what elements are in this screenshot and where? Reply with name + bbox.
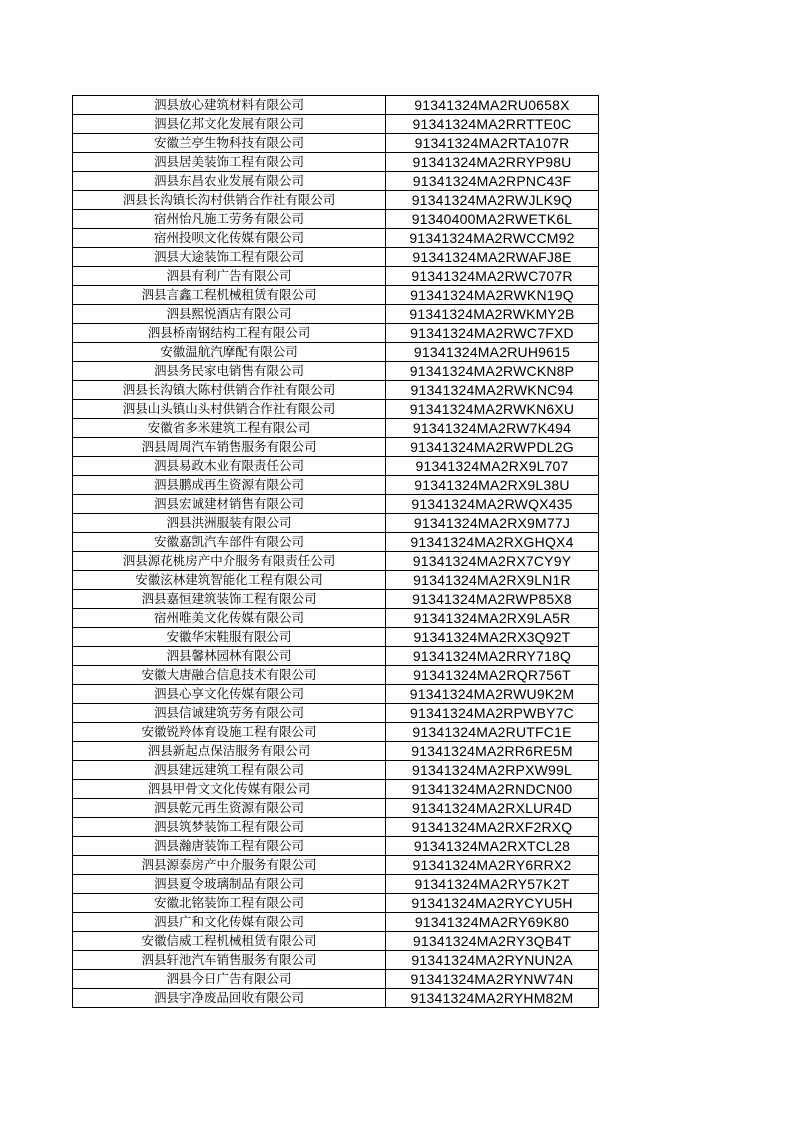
table-row xyxy=(73,761,599,780)
company-name-cell: 安徽兰亭生物科技有限公司 xyxy=(73,134,386,153)
table-row xyxy=(73,172,599,191)
table-row xyxy=(73,514,599,533)
table-row xyxy=(73,685,599,704)
credit-code-cell: 91341324MA2RXGHQX4 xyxy=(386,533,599,552)
credit-code-cell: 91341324MA2RQR756T xyxy=(386,666,599,685)
credit-code-cell: 91341324MA2RWKN6XU xyxy=(386,400,599,419)
table-row xyxy=(73,989,599,1008)
table-row xyxy=(73,704,599,723)
company-name-cell: 泗县东昌农业发展有限公司 xyxy=(73,172,386,191)
credit-code-cell: 91341324MA2RPXW99L xyxy=(386,761,599,780)
table-row xyxy=(73,343,599,362)
company-name-cell: 泗县熙悦酒店有限公司 xyxy=(73,305,386,324)
table-row xyxy=(73,153,599,172)
company-name-cell: 泗县言鑫工程机械租赁有限公司 xyxy=(73,286,386,305)
table-body xyxy=(73,96,599,1008)
credit-code-cell: 91341324MA2RYHM82M xyxy=(386,989,599,1008)
credit-code-cell: 91341324MA2RWKNC94 xyxy=(386,381,599,400)
company-name-cell: 泗县鹏成再生资源有限公司 xyxy=(73,476,386,495)
credit-code-cell: 91341324MA2RX3Q92T xyxy=(386,628,599,647)
company-name-cell: 安徽大唐融合信息技术有限公司 xyxy=(73,666,386,685)
table-row xyxy=(73,476,599,495)
credit-code-cell: 91341324MA2RRTTE0C xyxy=(386,115,599,134)
company-name-cell: 泗县心享文化传媒有限公司 xyxy=(73,685,386,704)
table-row xyxy=(73,533,599,552)
credit-code-cell: 91341324MA2RR6RE5M xyxy=(386,742,599,761)
company-name-cell: 安徽信威工程机械租赁有限公司 xyxy=(73,932,386,951)
credit-code-cell: 91341324MA2RWKN19Q xyxy=(386,286,599,305)
company-name-cell: 安徽泫林建筑智能化工程有限公司 xyxy=(73,571,386,590)
credit-code-cell: 91341324MA2RX9L38U xyxy=(386,476,599,495)
credit-code-cell: 91341324MA2RUH9615 xyxy=(386,343,599,362)
credit-code-cell: 91341324MA2RWPDL2G xyxy=(386,438,599,457)
credit-code-cell: 91341324MA2RWQX435 xyxy=(386,495,599,514)
company-name-cell: 宿州投呗文化传媒有限公司 xyxy=(73,229,386,248)
company-name-cell: 泗县瀚唐装饰工程有限公司 xyxy=(73,837,386,856)
table-row xyxy=(73,438,599,457)
credit-code-cell: 91341324MA2RWU9K2M xyxy=(386,685,599,704)
table-row xyxy=(73,837,599,856)
company-name-cell: 泗县易政木业有限责任公司 xyxy=(73,457,386,476)
table-row xyxy=(73,856,599,875)
company-name-cell: 泗县山头镇山头村供销合作社有限公司 xyxy=(73,400,386,419)
company-name-cell: 安徽省多米建筑工程有限公司 xyxy=(73,419,386,438)
credit-code-cell: 91341324MA2RU0658X xyxy=(386,96,599,115)
company-name-cell: 泗县嘉恒建筑装饰工程有限公司 xyxy=(73,590,386,609)
table-row xyxy=(73,875,599,894)
credit-code-cell: 91341324MA2RW7K494 xyxy=(386,419,599,438)
company-name-cell: 安徽北铭装饰工程有限公司 xyxy=(73,894,386,913)
company-registry-table xyxy=(72,95,599,1008)
table-row xyxy=(73,248,599,267)
credit-code-cell: 91341324MA2RY6RRX2 xyxy=(386,856,599,875)
company-name-cell: 泗县务民家电销售有限公司 xyxy=(73,362,386,381)
table-row xyxy=(73,666,599,685)
company-name-cell: 泗县源泰房产中介服务有限公司 xyxy=(73,856,386,875)
table-row xyxy=(73,495,599,514)
company-name-cell: 泗县宏诚建材销售有限公司 xyxy=(73,495,386,514)
company-name-cell: 泗县桥南钢结构工程有限公司 xyxy=(73,324,386,343)
table-row xyxy=(73,571,599,590)
table-row xyxy=(73,894,599,913)
company-name-cell: 泗县筑梦装饰工程有限公司 xyxy=(73,818,386,837)
company-name-cell: 泗县周周汽车销售服务有限公司 xyxy=(73,438,386,457)
credit-code-cell: 91341324MA2RWC7FXD xyxy=(386,324,599,343)
table-row xyxy=(73,552,599,571)
table-row xyxy=(73,780,599,799)
company-name-cell: 安徽锐羚体育设施工程有限公司 xyxy=(73,723,386,742)
credit-code-cell: 91341324MA2RPNC43F xyxy=(386,172,599,191)
company-name-cell: 泗县今日广告有限公司 xyxy=(73,970,386,989)
credit-code-cell: 91341324MA2RY3QB4T xyxy=(386,932,599,951)
table-row xyxy=(73,191,599,210)
table-row xyxy=(73,381,599,400)
table-row xyxy=(73,362,599,381)
company-name-cell: 泗县大途装饰工程有限公司 xyxy=(73,248,386,267)
credit-code-cell: 91341324MA2RNDCN00 xyxy=(386,780,599,799)
table-row xyxy=(73,210,599,229)
credit-code-cell: 91341324MA2RX9M77J xyxy=(386,514,599,533)
credit-code-cell: 91341324MA2RWC707R xyxy=(386,267,599,286)
table-row xyxy=(73,628,599,647)
table-row xyxy=(73,951,599,970)
company-name-cell: 安徽嘉凯汽车部件有限公司 xyxy=(73,533,386,552)
credit-code-cell: 91340400MA2RWETK6L xyxy=(386,210,599,229)
table-row xyxy=(73,305,599,324)
table-row xyxy=(73,134,599,153)
table-row xyxy=(73,742,599,761)
table-row xyxy=(73,115,599,134)
company-name-cell: 泗县长沟镇长沟村供销合作社有限公司 xyxy=(73,191,386,210)
credit-code-cell: 91341324MA2RX7CY9Y xyxy=(386,552,599,571)
company-name-cell: 泗县夏令玻璃制品有限公司 xyxy=(73,875,386,894)
table-row xyxy=(73,970,599,989)
table-row xyxy=(73,723,599,742)
company-name-cell: 泗县宇净废品回收有限公司 xyxy=(73,989,386,1008)
credit-code-cell: 91341324MA2RY57K2T xyxy=(386,875,599,894)
company-name-cell: 泗县洪洲服装有限公司 xyxy=(73,514,386,533)
table-row xyxy=(73,267,599,286)
table-row xyxy=(73,647,599,666)
credit-code-cell: 91341324MA2RRYP98U xyxy=(386,153,599,172)
company-name-cell: 泗县甲骨文文化传媒有限公司 xyxy=(73,780,386,799)
credit-code-cell: 91341324MA2RXTCL28 xyxy=(386,837,599,856)
credit-code-cell: 91341324MA2RX9L707 xyxy=(386,457,599,476)
credit-code-cell: 91341324MA2RXLUR4D xyxy=(386,799,599,818)
company-name-cell: 泗县源花桃房产中介服务有限责任公司 xyxy=(73,552,386,571)
credit-code-cell: 91341324MA2RTA107R xyxy=(386,134,599,153)
company-name-cell: 安徽华宋鞋服有限公司 xyxy=(73,628,386,647)
table-row xyxy=(73,609,599,628)
table-row xyxy=(73,818,599,837)
credit-code-cell: 91341324MA2RWAFJ8E xyxy=(386,248,599,267)
table-row xyxy=(73,457,599,476)
company-name-cell: 泗县有利广告有限公司 xyxy=(73,267,386,286)
credit-code-cell: 91341324MA2RX9LA5R xyxy=(386,609,599,628)
company-name-cell: 泗县居美装饰工程有限公司 xyxy=(73,153,386,172)
company-name-cell: 泗县乾元再生资源有限公司 xyxy=(73,799,386,818)
company-name-cell: 宿州怡凡施工劳务有限公司 xyxy=(73,210,386,229)
credit-code-cell: 91341324MA2RYCYU5H xyxy=(386,894,599,913)
company-name-cell: 泗县建远建筑工程有限公司 xyxy=(73,761,386,780)
table-row xyxy=(73,400,599,419)
credit-code-cell: 91341324MA2RWJLK9Q xyxy=(386,191,599,210)
credit-code-cell: 91341324MA2RWKMY2B xyxy=(386,305,599,324)
credit-code-cell: 91341324MA2RWCCM92 xyxy=(386,229,599,248)
company-name-cell: 宿州唯美文化传媒有限公司 xyxy=(73,609,386,628)
table-row xyxy=(73,799,599,818)
credit-code-cell: 91341324MA2RY69K80 xyxy=(386,913,599,932)
credit-code-cell: 91341324MA2RPWBY7C xyxy=(386,704,599,723)
company-name-cell: 泗县轩池汽车销售服务有限公司 xyxy=(73,951,386,970)
credit-code-cell: 91341324MA2RUTFC1E xyxy=(386,723,599,742)
table-row xyxy=(73,419,599,438)
company-name-cell: 泗县长沟镇大陈村供销合作社有限公司 xyxy=(73,381,386,400)
company-name-cell: 泗县馨林园林有限公司 xyxy=(73,647,386,666)
table-row xyxy=(73,913,599,932)
company-name-cell: 泗县广和文化传媒有限公司 xyxy=(73,913,386,932)
credit-code-cell: 91341324MA2RWP85X8 xyxy=(386,590,599,609)
credit-code-cell: 91341324MA2RXF2RXQ xyxy=(386,818,599,837)
company-name-cell: 泗县亿邦文化发展有限公司 xyxy=(73,115,386,134)
company-name-cell: 泗县放心建筑材料有限公司 xyxy=(73,96,386,115)
table-row xyxy=(73,324,599,343)
credit-code-cell: 91341324MA2RYNW74N xyxy=(386,970,599,989)
table-row xyxy=(73,932,599,951)
credit-code-cell: 91341324MA2RYNUN2A xyxy=(386,951,599,970)
company-name-cell: 泗县新起点保洁服务有限公司 xyxy=(73,742,386,761)
table-row xyxy=(73,96,599,115)
credit-code-cell: 91341324MA2RX9LN1R xyxy=(386,571,599,590)
table-row xyxy=(73,590,599,609)
credit-code-cell: 91341324MA2RRY718Q xyxy=(386,647,599,666)
table-row xyxy=(73,229,599,248)
table-row xyxy=(73,286,599,305)
credit-code-cell: 91341324MA2RWCKN8P xyxy=(386,362,599,381)
company-name-cell: 安徽温航汽摩配有限公司 xyxy=(73,343,386,362)
company-name-cell: 泗县信诚建筑劳务有限公司 xyxy=(73,704,386,723)
